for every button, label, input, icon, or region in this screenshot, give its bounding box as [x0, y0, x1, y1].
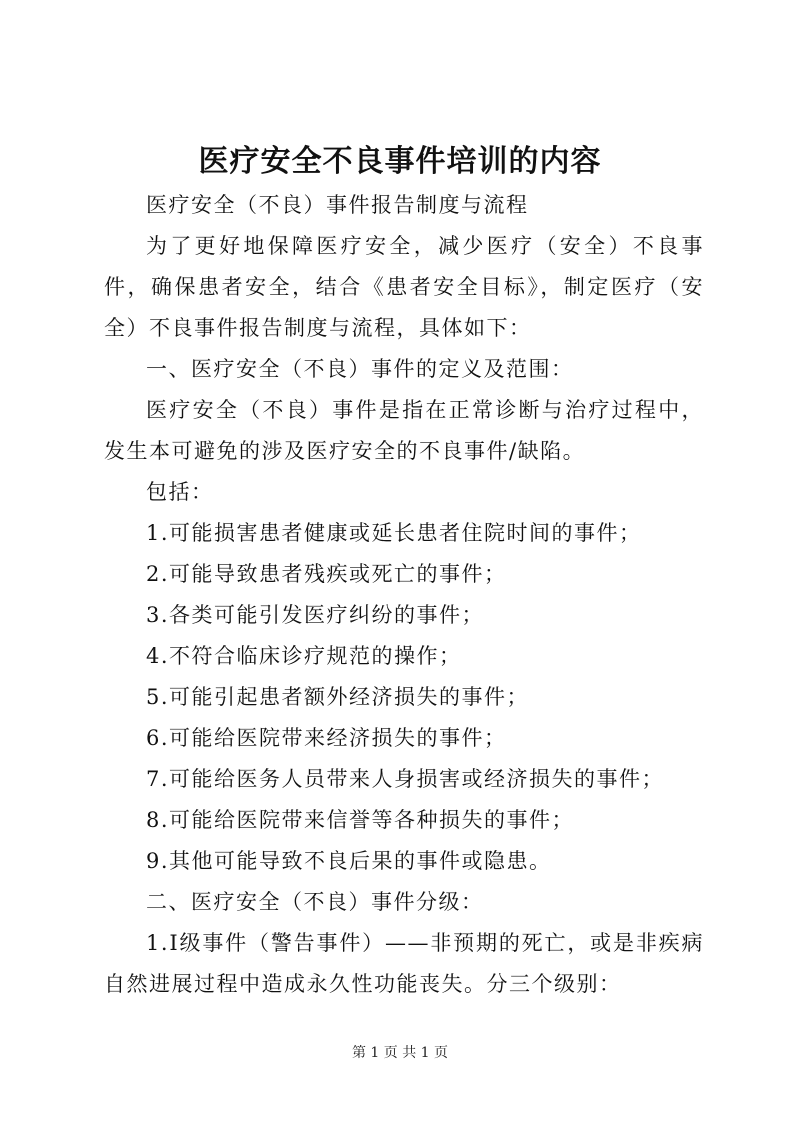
- list-item: 3.各类可能引发医疗纠纷的事件；: [146, 603, 485, 627]
- document-body: [104, 185, 704, 1005]
- list-item: 7.可能给医务人员带来人身损害或经济损失的事件；: [146, 767, 665, 791]
- list-item: 8.可能给医院带来信誉等各种损失的事件；: [146, 808, 575, 832]
- section-heading: 一、医疗安全（不良）事件的定义及范围：: [146, 357, 574, 381]
- section-heading: 医疗安全（不良）事件报告制度与流程: [146, 193, 529, 217]
- definition-paragraph: 医疗安全（不良）事件是指在正常诊断与治疗过程中，发生本可避免的涉及医疗安全的不良事件/缺陷。: [104, 398, 704, 463]
- list-item: 9.其他可能导致不良后果的事件或隐患。: [146, 849, 552, 873]
- list-item: 6.可能给医院带来经济损失的事件；: [146, 726, 507, 750]
- list-item: 4.不符合临床诊疗规范的操作；: [146, 644, 462, 668]
- intro-paragraph: 为了更好地保障医疗安全，减少医疗（安全）不良事件，确保患者安全，结合《患者安全目标》，制定医疗（安全）不良事件报告制度与流程，具体如下：: [104, 234, 704, 340]
- list-item: 1.可能损害患者健康或延长患者住院时间的事件；: [146, 521, 642, 545]
- section-heading: 二、医疗安全（不良）事件分级：: [146, 890, 484, 914]
- list-item: 5.可能引起患者额外经济损失的事件；: [146, 685, 530, 709]
- grade-paragraph: 1.Ⅰ级事件（警告事件）——非预期的死亡，或是非疾病自然进展过程中造成永久性功能丧失。分三个级别：: [104, 931, 704, 996]
- list-intro: 包括：: [146, 480, 214, 504]
- page-title: 医疗安全不良事件培训的内容: [198, 144, 602, 179]
- list-item: 2.可能导致患者残疾或死亡的事件；: [146, 562, 507, 586]
- page-footer: 第 1 页 共 1 页: [351, 1045, 449, 1061]
